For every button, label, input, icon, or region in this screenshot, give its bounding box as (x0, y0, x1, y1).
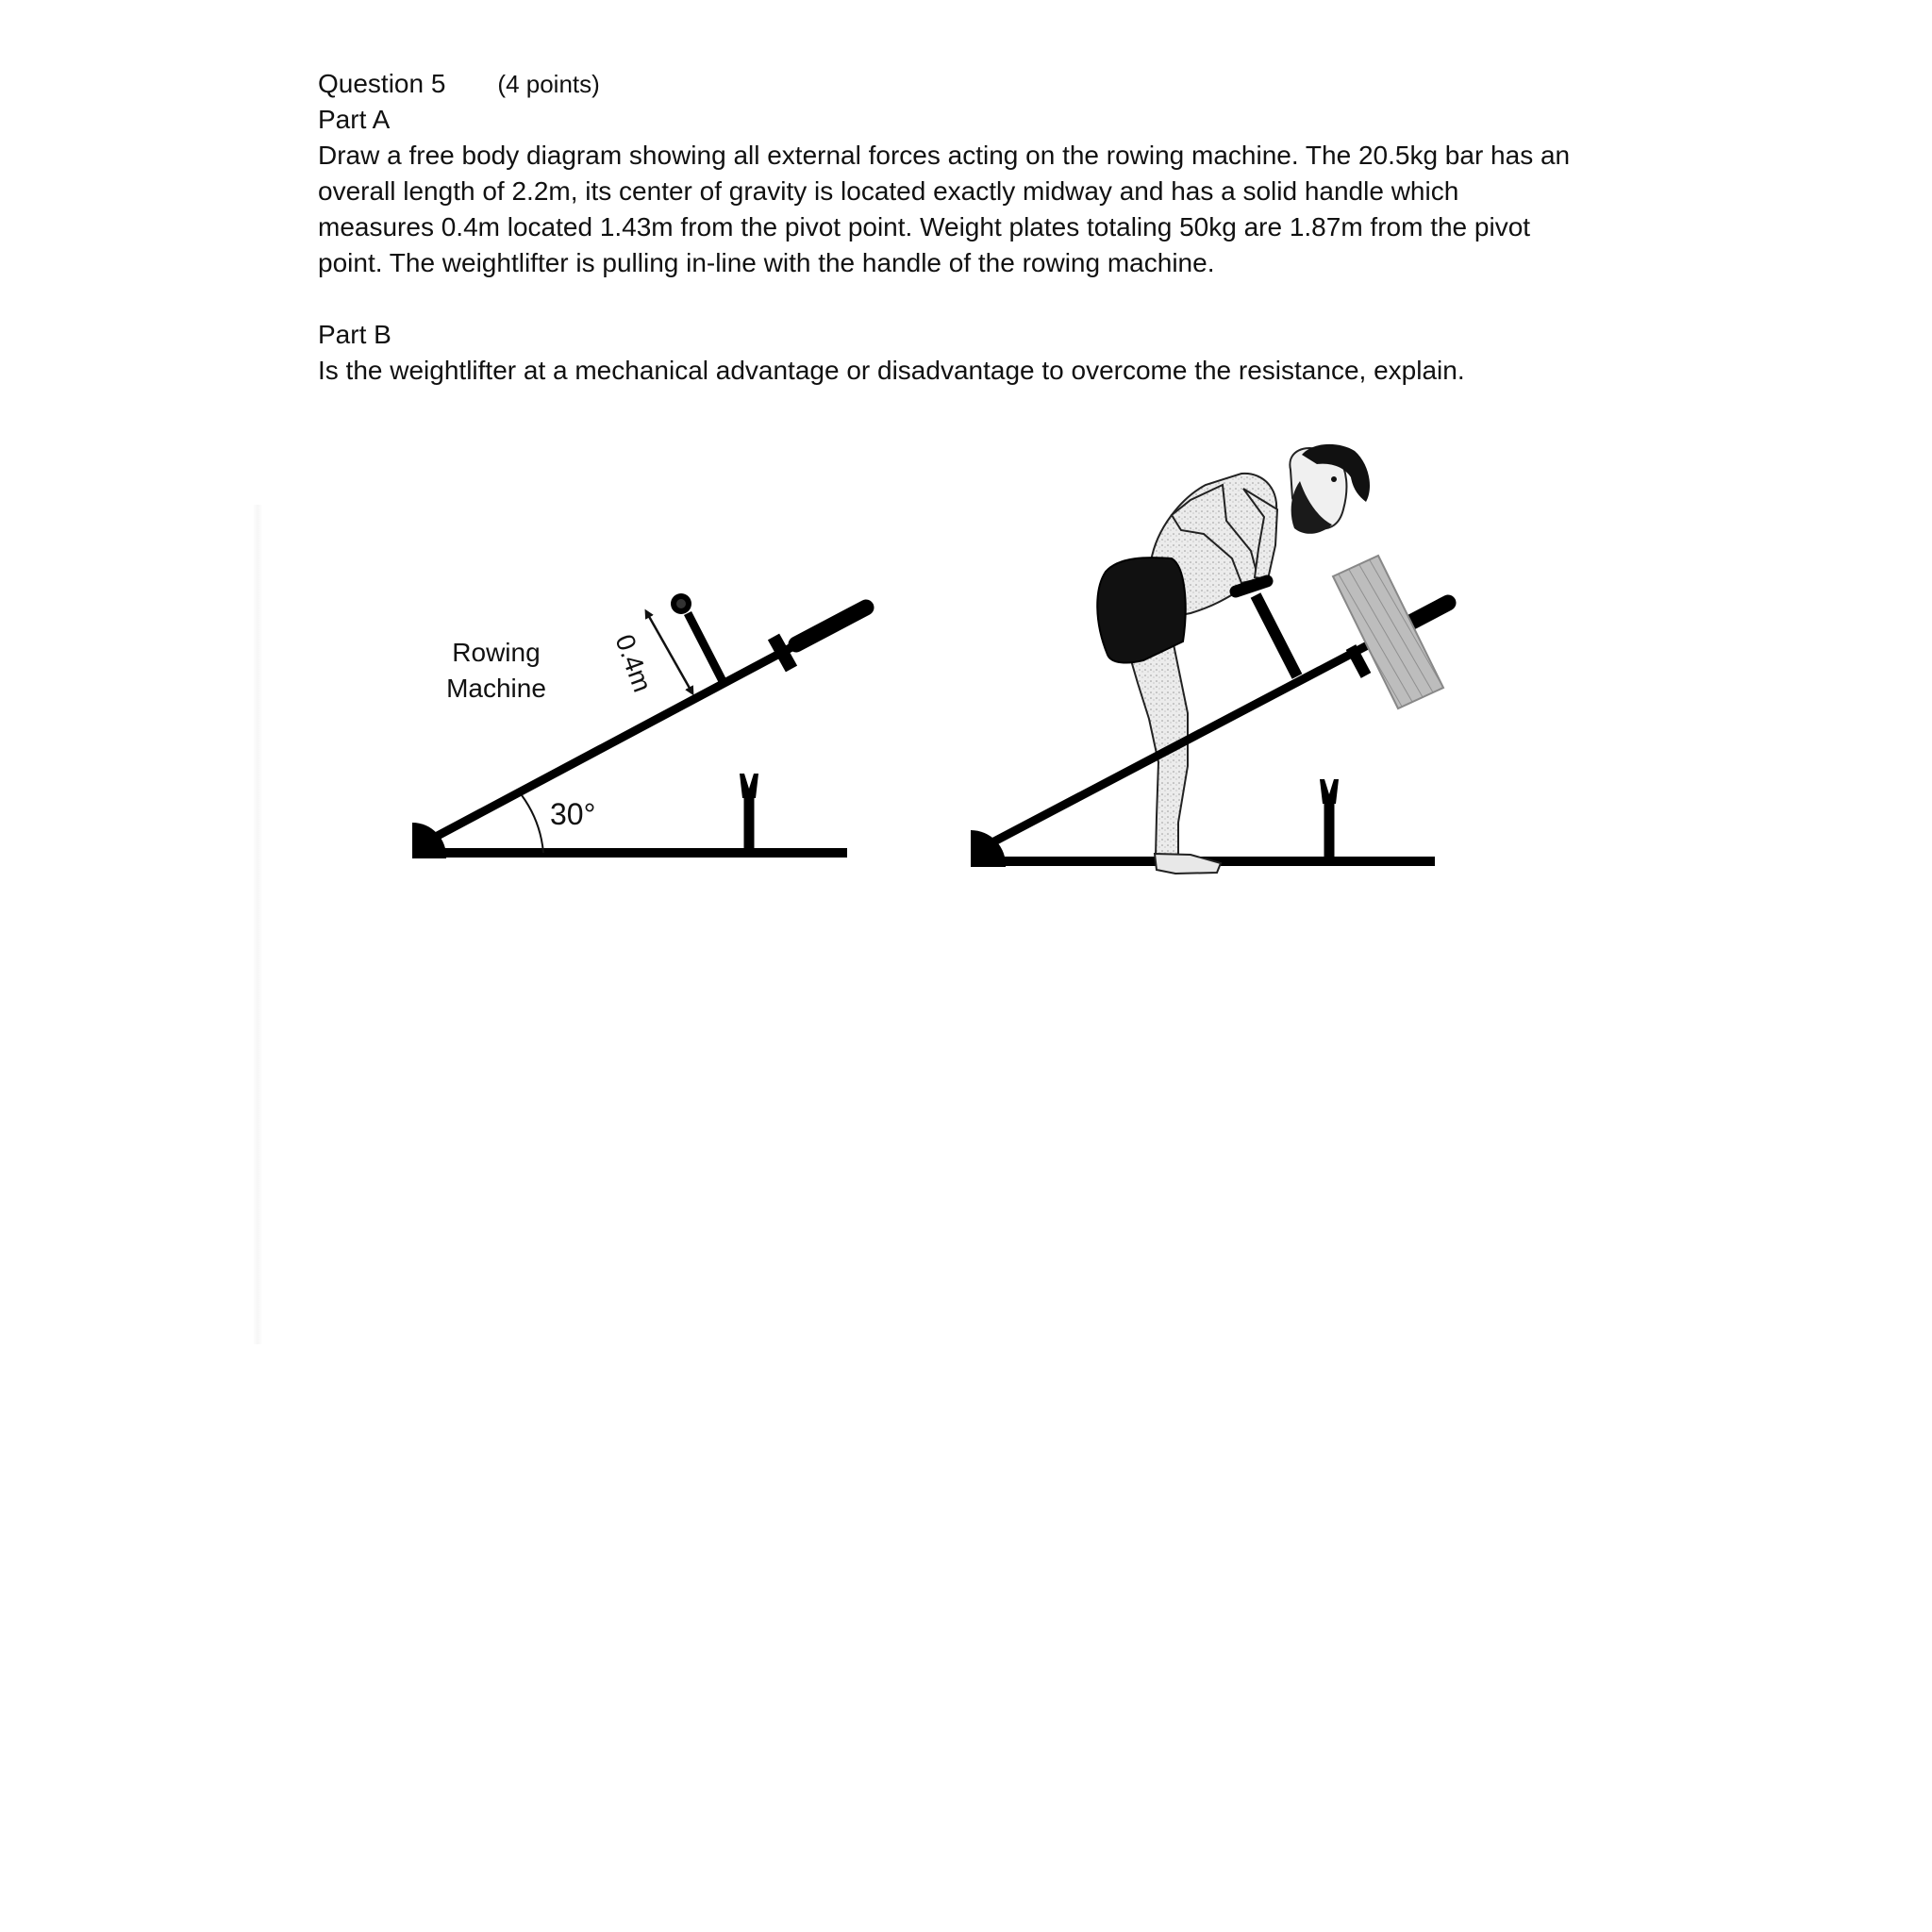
part-b-label: Part B (318, 320, 391, 349)
part-a-label: Part A (318, 105, 391, 134)
weightlifter-head (1290, 444, 1370, 534)
rowing-machine-label-line1: Rowing (452, 638, 541, 667)
rowing-machine-label-line2: Machine (446, 674, 546, 703)
bar-sleeve-left (796, 608, 866, 644)
angle-label: 30° (550, 797, 596, 831)
handle-post-right (1256, 595, 1297, 676)
question-title: Question 5 (318, 69, 446, 98)
weightlifter-diagram (971, 444, 1448, 874)
part-b-text: Is the weightlifter at a mechanical advantage or disadvantage to overcome the resistance, explain. (318, 356, 1465, 385)
weight-plates (1333, 556, 1443, 708)
rowing-machine-diagram (412, 593, 866, 858)
question-points: (4 points) (497, 70, 600, 98)
pivot-base-left (412, 823, 446, 858)
handle-post-left (688, 613, 724, 683)
stand-right (1320, 779, 1339, 861)
part-a-text: Draw a free body diagram showing all external forces acting on the rowing machine. The 20.5kg bar has an overall length of 2.2m, its center of gravity is located exactly midway and has a solid handle which measures 0.4m located 1.43m from the pivot point. Weight plates totaling 50kg are 1.87m from the pivot point. The weightlifter is pulling in-line with the handle of the rowing machine. (318, 141, 1571, 277)
angle-arc (522, 795, 543, 853)
stand-left (740, 774, 758, 853)
weightlifter-shorts (1097, 558, 1185, 662)
weightlifter-legs (1126, 644, 1221, 874)
handle-length-label: 0.4m (609, 630, 658, 696)
